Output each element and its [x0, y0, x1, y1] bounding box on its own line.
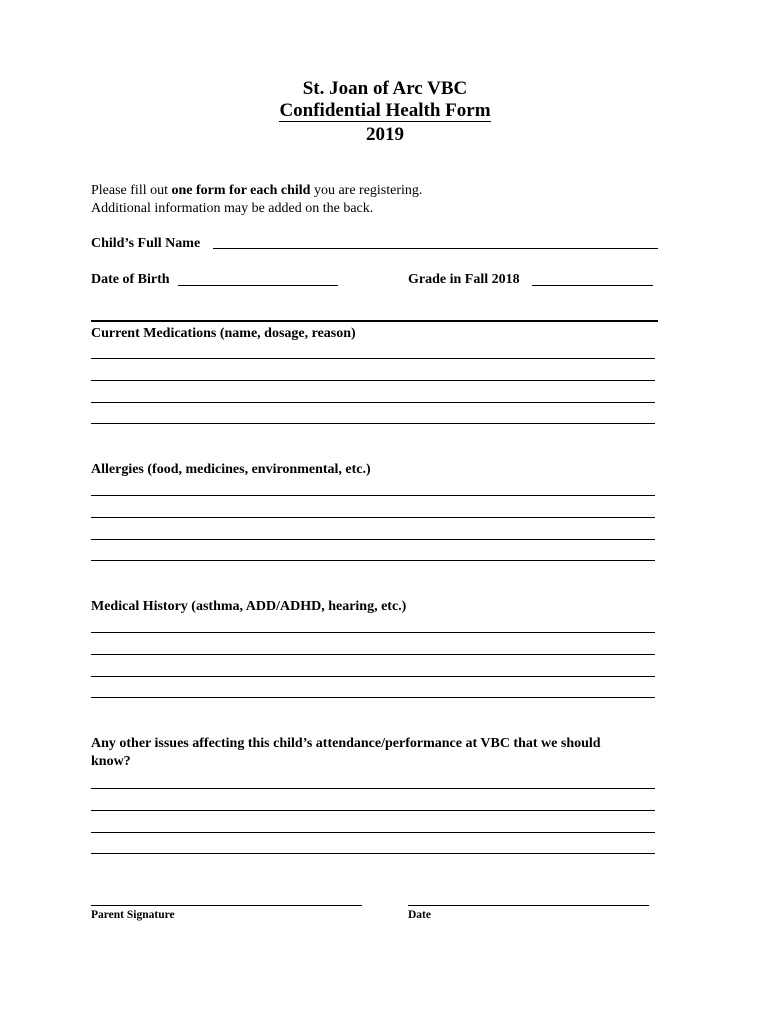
date-label: Date	[408, 909, 431, 921]
allergies-line[interactable]	[91, 539, 655, 540]
medications-line[interactable]	[91, 423, 655, 424]
form-year: 2019	[366, 124, 404, 145]
child-name-field[interactable]	[213, 248, 658, 249]
grade-label: Grade in Fall 2018	[408, 272, 520, 287]
medications-label: Current Medications (name, dosage, reason)	[91, 326, 356, 341]
intro-emphasis: one form for each child	[171, 183, 311, 198]
intro-line-2: Additional information may be added on the back.	[91, 201, 374, 216]
other-issues-line[interactable]	[91, 810, 655, 811]
other-issues-label: Any other issues affecting this child’s attendance/performance at VBC that we should	[91, 736, 601, 751]
history-line[interactable]	[91, 632, 655, 633]
child-name-label: Child’s Full Name	[91, 236, 201, 251]
section-divider	[91, 320, 658, 322]
form-title-text: Confidential Health Form	[279, 100, 491, 121]
parent-signature-label: Parent Signature	[91, 909, 175, 921]
dob-label: Date of Birth	[91, 272, 170, 287]
allergies-line[interactable]	[91, 517, 655, 518]
other-issues-line[interactable]	[91, 832, 655, 833]
history-line[interactable]	[91, 654, 655, 655]
history-line[interactable]	[91, 697, 655, 698]
medications-line[interactable]	[91, 380, 655, 381]
form-title	[0, 100, 770, 122]
parent-signature-field[interactable]	[91, 905, 362, 906]
grade-field[interactable]	[532, 285, 653, 286]
medications-line[interactable]	[91, 358, 655, 359]
other-issues-line[interactable]	[91, 853, 655, 854]
intro-text-2: you are registering.	[310, 183, 423, 198]
intro-text-1: Please fill out	[91, 183, 172, 198]
allergies-line[interactable]	[91, 560, 655, 561]
allergies-label: Allergies (food, medicines, environmental, etc.)	[91, 462, 371, 477]
intro-line-1	[91, 182, 422, 200]
other-issues-line[interactable]	[91, 788, 655, 789]
form-title-org: St. Joan of Arc VBC	[302, 78, 468, 99]
date-field[interactable]	[408, 905, 649, 906]
allergies-line[interactable]	[91, 495, 655, 496]
dob-field[interactable]	[178, 285, 338, 286]
history-line[interactable]	[91, 676, 655, 677]
other-issues-label-cont: know?	[91, 754, 131, 769]
medications-line[interactable]	[91, 402, 655, 403]
history-label: Medical History (asthma, ADD/ADHD, hearing, etc.)	[91, 599, 407, 614]
